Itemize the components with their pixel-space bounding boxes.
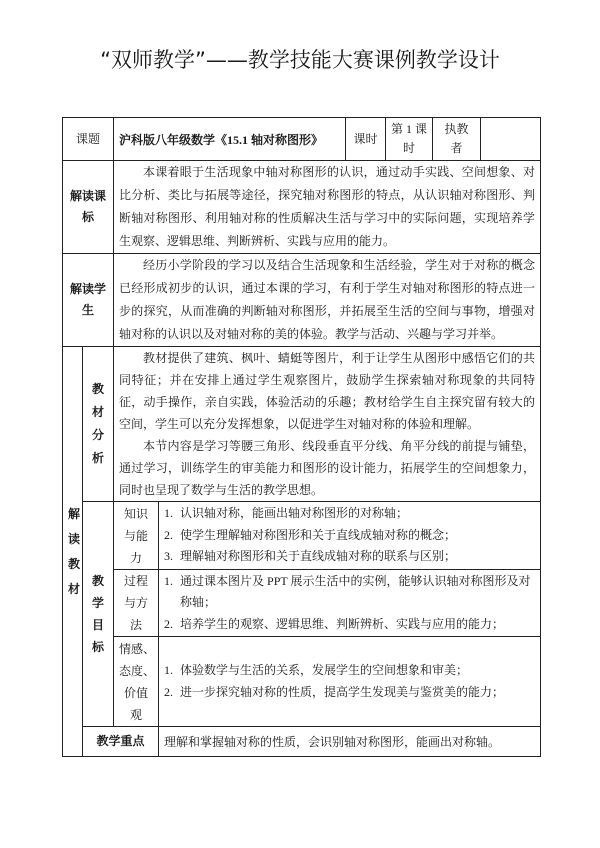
- objective-number: 3.: [164, 549, 174, 564]
- objective-item: [164, 525, 535, 547]
- attitude-label-cell: [114, 637, 159, 727]
- textbook-analysis-row: [63, 347, 541, 502]
- objective-text: 体验数学与生活的关系，发展学生的空间想象和审美；: [180, 663, 469, 677]
- curriculum-label-line: 解读课: [70, 189, 107, 203]
- objective-text: 培养学生的观察、逻辑思维、判断辨析、实践与应用的能力；: [180, 616, 505, 631]
- attitude-label-line: 观: [130, 707, 143, 722]
- teacher-label-cell: [433, 118, 481, 161]
- objective-number: 2.: [164, 684, 174, 699]
- analysis-label-char: 分: [92, 428, 105, 442]
- teacher-label-line: 执教: [444, 122, 469, 136]
- topic-value-cell: [114, 118, 346, 161]
- period-value-cell: [386, 118, 433, 161]
- objective-number: 1.: [164, 573, 174, 588]
- students-label-line: 解读学: [70, 282, 107, 296]
- objective-item: [164, 571, 535, 614]
- header-row: [63, 118, 541, 161]
- objectives-label-char: 教: [92, 574, 105, 588]
- objective-text: 进一步探究轴对称的性质，提高学生发现美与鉴赏美的能力；: [180, 684, 505, 699]
- objective-item: [164, 660, 535, 682]
- objectives-label-char: 标: [92, 640, 105, 654]
- objective-text: 使学生理解轴对称图形和关于直线成轴对称的概念；: [180, 527, 457, 542]
- teacher-value-cell: [481, 118, 541, 161]
- analysis-label-char: 教: [92, 382, 105, 396]
- process-content-cell: [159, 570, 541, 637]
- attitude-label-line: 价值: [124, 685, 149, 700]
- process-label-line: 法: [130, 618, 143, 632]
- curriculum-label-cell: [63, 161, 114, 254]
- attitude-label-line: 情感、: [119, 641, 156, 656]
- objective-number: 2.: [164, 616, 174, 631]
- students-text: 经历小学阶段的学习以及结合生活现象和生活经验，学生对于对称的概念已经形成初步的认识，通过本课的学习，有利于学生对轴对称图形的特点进一步的探究，从而准确的判断轴对称图形，并拓展至生活的空间与事物，增强对轴对称的认识以及对轴对称的美的体验。教学与活动、兴趣与学习并举。: [119, 258, 536, 341]
- students-content-cell: [114, 254, 541, 347]
- key-point-label: 教学重点: [96, 734, 145, 748]
- objective-item: [164, 682, 535, 704]
- objective-text: 理解轴对称图形和关于直线成轴对称的联系与区别；: [180, 549, 457, 564]
- teacher-label-line: 者: [450, 141, 463, 155]
- curriculum-text: 本课着眼于生活现象中轴对称图形的认识，通过动手实践、空间想象、对比分析、类比与拓展等途径，探究轴对称图形的特点，从认识轴对称图形、判断轴对称图形、利用轴对称的性质解决生活与学习中的实际问题，实现培养学生观察、逻辑思维、判断辨析、实践与应用的能力。: [119, 165, 536, 248]
- period-label: 课时: [353, 132, 378, 146]
- textbook-label-char: 教: [68, 556, 81, 571]
- textbook-label-char: 材: [68, 581, 81, 596]
- analysis-paragraph: 本节内容是学习等腰三角形、线段垂直平分线、角平分线的前提与铺垫，通过学习，训练学生的审美能力和图形的设计能力，拓展学生的空间想象力，同时也呈现了数学与生活的教学思想。: [119, 439, 536, 497]
- period-value-line: 第 1 课: [391, 122, 428, 136]
- objective-knowledge-row: [63, 502, 541, 570]
- objective-text: 认识轴对称，能画出轴对称图形的对称轴；: [180, 506, 409, 521]
- lesson-plan-table: [62, 117, 541, 757]
- objective-number: 1.: [164, 506, 174, 521]
- key-point-row: [63, 727, 541, 757]
- topic-value: 沪科版八年级数学《15.1 轴对称图形》: [119, 132, 324, 147]
- objective-number: 2.: [164, 527, 174, 542]
- curriculum-row: [63, 161, 541, 254]
- key-point-text: 理解和掌握轴对称的性质，会识别轴对称图形，能画出对称轴。: [164, 734, 501, 749]
- knowledge-label-line: 知识: [124, 506, 149, 521]
- knowledge-content-cell: [159, 502, 541, 570]
- knowledge-label-line: 力: [130, 550, 143, 565]
- key-point-content-cell: [159, 727, 541, 757]
- knowledge-label-line: 与能: [124, 528, 149, 543]
- document-title: “双师教学”——教学技能大赛课例教学设计: [100, 48, 500, 72]
- textbook-label-char: 解: [68, 506, 81, 521]
- analysis-paragraph: 教材提供了建筑、枫叶、蜻蜓等图片，利于让学生从图形中感悟它们的共同特征；并在安排上通过学生观察图片，鼓励学生探索轴对称现象的共同特征，动手操作，亲自实践，体验活动的乐趣；教材给学生自主探究留有较大的空间，学生可以充分发挥想象，以促进学生对轴对称的体验和理解。: [119, 351, 536, 431]
- objective-item: [164, 614, 535, 636]
- objective-attitude-row: [63, 637, 541, 727]
- objectives-label-char: 学: [92, 596, 105, 610]
- topic-label-cell: [63, 118, 114, 161]
- objectives-label-cell: [83, 502, 114, 727]
- objective-text: 通过课本图片及 PPT 展示生活中的实例，能够认识轴对称图形及对称轴；: [180, 573, 531, 610]
- analysis-label-char: 析: [92, 451, 105, 465]
- objective-item: [164, 503, 535, 525]
- objective-process-row: [63, 570, 541, 637]
- process-label-line: 与方: [124, 596, 149, 610]
- knowledge-label-cell: [114, 502, 159, 570]
- students-label-line: 生: [82, 303, 95, 317]
- students-label-cell: [63, 254, 114, 347]
- curriculum-content-cell: [114, 161, 541, 254]
- objective-item: [164, 546, 535, 568]
- analysis-label-char: 材: [92, 405, 105, 419]
- period-label-cell: [346, 118, 386, 161]
- textbook-label-char: 读: [68, 531, 81, 546]
- curriculum-label-line: 标: [82, 210, 95, 224]
- objective-number: 1.: [164, 663, 174, 677]
- process-label-line: 过程: [124, 574, 149, 588]
- analysis-content-cell: [114, 347, 541, 502]
- key-point-label-cell: [83, 727, 159, 757]
- attitude-content-cell: [159, 637, 541, 727]
- students-row: [63, 254, 541, 347]
- period-value-line: 时: [403, 141, 416, 155]
- process-label-cell: [114, 570, 159, 637]
- attitude-label-line: 态度、: [119, 663, 156, 678]
- textbook-label-cell: [63, 347, 83, 757]
- topic-label: 课题: [76, 132, 101, 146]
- analysis-label-cell: [83, 347, 114, 502]
- objectives-label-char: 目: [92, 618, 105, 632]
